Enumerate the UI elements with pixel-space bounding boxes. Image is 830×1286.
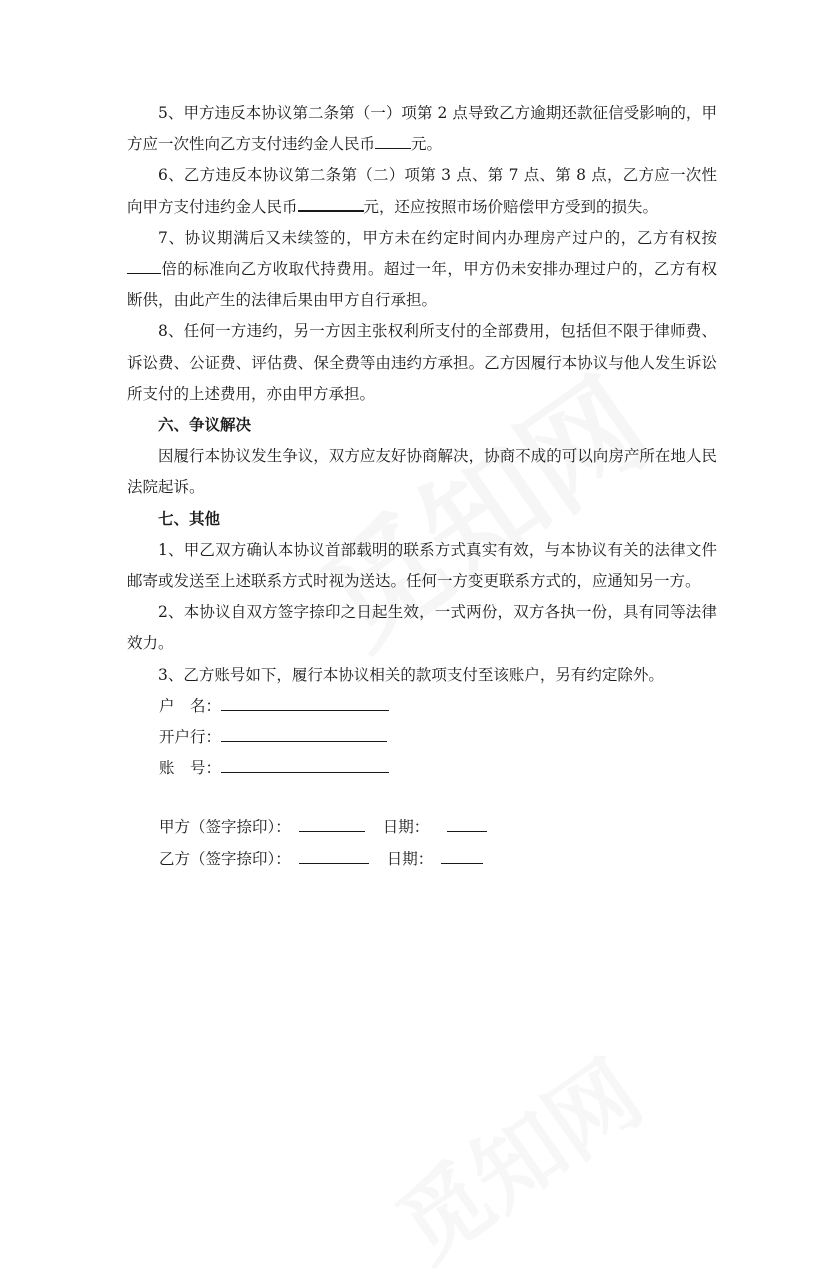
party-b-date-label: 日期： — [386, 849, 434, 868]
account-number-field[interactable] — [221, 756, 389, 773]
party-b-signature-row — [127, 844, 717, 875]
spacer — [127, 784, 717, 812]
clause-8: 8、任何一方违约，另一方因主张权利所支付的全部费用，包括但不限于律师费、诉讼费、公证费、评估费、保全费等由违约方承担。乙方因履行本协议与他人发生诉讼所支付的上述费用，亦由甲方承担。 — [127, 322, 717, 403]
document-body — [127, 98, 717, 875]
party-a-date-label: 日期： — [382, 818, 430, 837]
account-bank-row — [127, 722, 717, 753]
account-bank-label: 开户行： — [159, 728, 222, 747]
section-6-body: 因履行本协议发生争议，双方应友好协商解决，协商不成的可以向房产所在地人民法院起诉。 — [127, 447, 717, 497]
party-b-label: 乙方（签字捺印）： — [159, 849, 291, 868]
clause-5: 5、甲方违反本协议第二条第（一）项第 2 点导致乙方逾期还款征信受影响的，甲方应一次性向乙方支付违约金人民币 元。 — [127, 104, 717, 154]
section-6-heading: 六、争议解决 — [158, 416, 252, 435]
section-7-heading: 七、其他 — [158, 509, 221, 528]
clause-6: 6、乙方违反本协议第二条第（二）项第 3 点、第 7 点、第 8 点，乙方应一次性向甲方支付违约金人民币 元，还应按照市场价赔偿甲方受到的损失。 — [127, 166, 717, 216]
section-7-item-1: 1、甲乙双方确认本协议首部载明的联系方式真实有效，与本协议有关的法律文件邮寄或发送至上述联系方式时视为送达。任何一方变更联系方式的，应通知另一方。 — [127, 540, 717, 591]
multiplier-blank-7[interactable] — [127, 257, 161, 274]
account-name-field[interactable] — [221, 694, 389, 711]
account-name-label: 户 名： — [159, 696, 222, 715]
penalty-amount-blank-5[interactable] — [375, 132, 411, 149]
account-number-row — [127, 753, 717, 784]
section-7-item-2: 2、本协议自双方签字捺印之日起生效，一式两份，双方各执一份，具有同等法律效力。 — [127, 603, 717, 653]
section-7-item-3: 3、乙方账号如下，履行本协议相关的款项支付至该账户，另有约定除外。 — [158, 665, 664, 684]
party-a-date-field[interactable] — [447, 815, 487, 832]
watermark-icon-bottom — [367, 1024, 663, 1285]
party-b-signature-field[interactable] — [299, 847, 369, 864]
party-a-signature-field[interactable] — [299, 815, 365, 832]
party-b-date-field[interactable] — [441, 847, 483, 864]
party-a-label: 甲方（签字捺印）： — [159, 818, 291, 837]
penalty-amount-blank-6[interactable] — [298, 194, 364, 212]
account-name-row — [127, 691, 717, 722]
party-a-signature-row — [127, 812, 717, 843]
account-bank-field[interactable] — [221, 725, 387, 742]
account-number-label: 账 号： — [159, 759, 222, 778]
clause-7: 7、协议期满后又未续签的，甲方未在约定时间内办理房产过户的，乙方有权按倍的标准向乙方收取代持费用。超过一年，甲方仍未安排办理过户的，乙方有权断供，由此产生的法律后果由甲方自行承担。 — [127, 228, 717, 310]
